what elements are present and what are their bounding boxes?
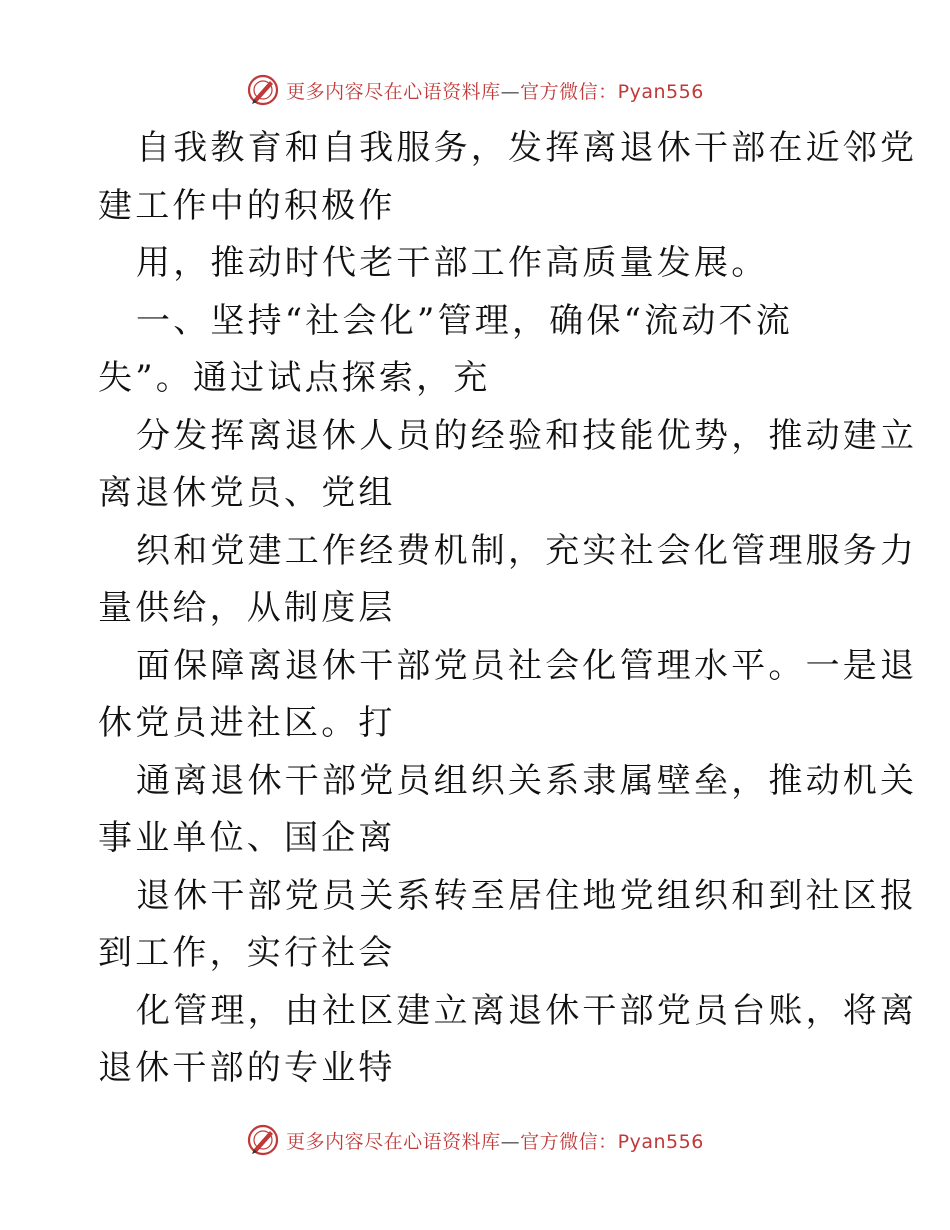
body-line: 化管理，由社区建立离退休干部党员台账，将离 [136,990,918,1031]
body-line: 事业单位、国企离 [98,818,396,858]
banner-promo-text: 更多内容尽在心语资料库 [286,1130,501,1153]
pen-logo-icon [246,1123,280,1157]
body-line: 建工作中的积极作 [98,185,396,226]
body-line: 量供给，从制度层 [98,588,396,628]
pen-logo-icon [246,73,280,107]
document-body [98,120,918,1098]
body-line: 退休干部的专业特 [98,1048,396,1088]
banner-separator: — [500,80,521,103]
body-line: 面保障离退休干部党员社会化管理水平。一是退 [136,645,918,686]
header-banner [0,70,950,110]
body-line: 自我教育和自我服务，发挥离退休干部在近邻党 [136,128,918,168]
body-line: 休党员进社区。打 [98,703,396,743]
banner-promo-text: 更多内容尽在心语资料库 [286,80,501,103]
body-line: 失”。通过试点探索，充 [98,358,491,398]
banner-text [286,77,704,104]
body-line: 分发挥离退休人员的经验和技能优势，推动建立 [136,415,918,456]
footer-banner [0,1120,950,1160]
banner-wechat-label: 官方微信：Pyan556 [520,80,704,103]
body-line: 到工作，实行社会 [98,933,396,973]
banner-separator: — [500,1130,521,1153]
body-line: 退休干部党员关系转至居住地党组织和到社区报 [136,875,918,916]
body-line: 一、坚持“社会化”管理，确保“流动不流 [136,300,793,341]
body-line: 通离退休干部党员组织关系隶属壁垒，推动机关 [136,760,918,801]
body-line: 织和党建工作经费机制，充实社会化管理服务力 [136,530,918,571]
body-line: 离退休党员、党组 [98,473,396,513]
banner-text [286,1127,704,1154]
banner-wechat-label: 官方微信：Pyan556 [520,1130,704,1153]
body-line: 用，推动时代老干部工作高质量发展。 [136,243,769,283]
